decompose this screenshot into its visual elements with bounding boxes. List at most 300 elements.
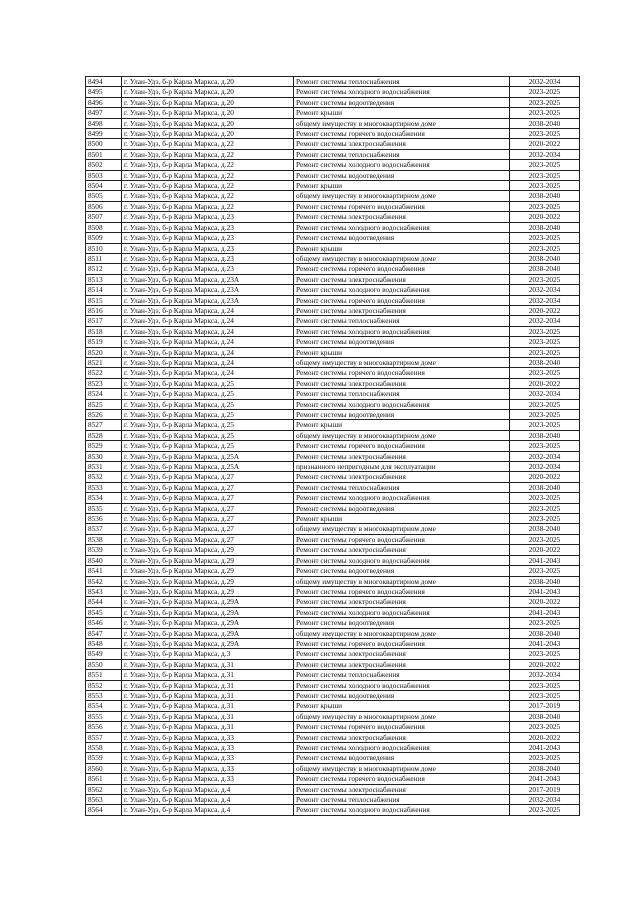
- row-number-cell: 8530: [86, 451, 122, 461]
- work-type-cell: общему имуществу в многоквартирном доме: [294, 253, 510, 263]
- work-type-cell: Ремонт системы водоотведения: [294, 566, 510, 576]
- address-cell: г. Улан-Удэ, б-р Карла Маркса, д.24: [122, 305, 294, 315]
- work-type-cell: Ремонт системы горячего водоснабжения: [294, 774, 510, 784]
- work-type-cell: общему имуществу в многоквартирном доме: [294, 576, 510, 586]
- work-type-cell: Ремонт системы водоотведения: [294, 618, 510, 628]
- address-cell: г. Улан-Удэ, б-р Карла Маркса, д.33: [122, 732, 294, 742]
- table-row: [86, 753, 580, 763]
- work-type-cell: Ремонт системы водоотведения: [294, 233, 510, 243]
- period-cell: 2020-2022: [510, 659, 580, 669]
- table-row: [86, 108, 580, 118]
- work-type-cell: Ремонт системы электроснабжения: [294, 305, 510, 315]
- work-type-cell: Ремонт системы электроснабжения: [294, 649, 510, 659]
- table-row: [86, 534, 580, 544]
- table-row: [86, 514, 580, 524]
- period-cell: 2023-2025: [510, 160, 580, 170]
- table-row: [86, 722, 580, 732]
- row-number-cell: 8546: [86, 618, 122, 628]
- address-cell: г. Улан-Удэ, б-р Карла Маркса, д.29А: [122, 628, 294, 638]
- address-cell: г. Улан-Удэ, б-р Карла Маркса, д.33: [122, 763, 294, 773]
- work-type-cell: общему имуществу в многоквартирном доме: [294, 711, 510, 721]
- period-cell: 2023-2025: [510, 170, 580, 180]
- period-cell: 2023-2025: [510, 503, 580, 513]
- table-row: [86, 295, 580, 305]
- period-cell: 2023-2025: [510, 326, 580, 336]
- table-row: [86, 503, 580, 513]
- row-number-cell: 8524: [86, 389, 122, 399]
- row-number-cell: 8529: [86, 441, 122, 451]
- work-type-cell: Ремонт крыши: [294, 420, 510, 430]
- row-number-cell: 8525: [86, 399, 122, 409]
- table-row: [86, 149, 580, 159]
- period-cell: 2020-2022: [510, 472, 580, 482]
- table-row: [86, 222, 580, 232]
- period-cell: 2038-2040: [510, 264, 580, 274]
- address-cell: г. Улан-Удэ, б-р Карла Маркса, д.24: [122, 316, 294, 326]
- table-row: [86, 795, 580, 805]
- period-cell: 2023-2025: [510, 368, 580, 378]
- address-cell: г. Улан-Удэ, б-р Карла Маркса, д.20: [122, 87, 294, 97]
- work-type-cell: Ремонт крыши: [294, 347, 510, 357]
- period-cell: 2020-2022: [510, 378, 580, 388]
- row-number-cell: 8544: [86, 597, 122, 607]
- address-cell: г. Улан-Удэ, б-р Карла Маркса, д.33: [122, 743, 294, 753]
- address-cell: г. Улан-Удэ, б-р Карла Маркса, д.31: [122, 711, 294, 721]
- row-number-cell: 8557: [86, 732, 122, 742]
- row-number-cell: 8542: [86, 576, 122, 586]
- work-type-cell: Ремонт системы холодного водоснабжения: [294, 805, 510, 815]
- table-row: [86, 763, 580, 773]
- period-cell: 2023-2025: [510, 690, 580, 700]
- period-cell: 2032-2034: [510, 295, 580, 305]
- period-cell: 2023-2025: [510, 514, 580, 524]
- address-cell: г. Улан-Удэ, б-р Карла Маркса, д.29: [122, 586, 294, 596]
- period-cell: 2041-2043: [510, 607, 580, 617]
- row-number-cell: 8510: [86, 243, 122, 253]
- period-cell: 2023-2025: [510, 129, 580, 139]
- address-cell: г. Улан-Удэ, б-р Карла Маркса, д.24: [122, 326, 294, 336]
- work-type-cell: общему имуществу в многоквартирном доме: [294, 524, 510, 534]
- work-type-cell: Ремонт системы водоотведения: [294, 97, 510, 107]
- table-row: [86, 670, 580, 680]
- address-cell: г. Улан-Удэ, б-р Карла Маркса, д.33: [122, 774, 294, 784]
- row-number-cell: 8543: [86, 586, 122, 596]
- period-cell: 2020-2022: [510, 139, 580, 149]
- table-row: [86, 201, 580, 211]
- table-row: [86, 181, 580, 191]
- row-number-cell: 8519: [86, 337, 122, 347]
- work-type-cell: Ремонт системы электроснабжения: [294, 784, 510, 794]
- table-row: [86, 493, 580, 503]
- row-number-cell: 8508: [86, 222, 122, 232]
- address-cell: г. Улан-Удэ, б-р Карла Маркса, д.22: [122, 149, 294, 159]
- table-row: [86, 566, 580, 576]
- work-type-cell: Ремонт системы электроснабжения: [294, 378, 510, 388]
- address-cell: г. Улан-Удэ, б-р Карла Маркса, д.29А: [122, 618, 294, 628]
- address-cell: г. Улан-Удэ, б-р Карла Маркса, д.27: [122, 514, 294, 524]
- table-row: [86, 597, 580, 607]
- row-number-cell: 8497: [86, 108, 122, 118]
- row-number-cell: 8564: [86, 805, 122, 815]
- address-cell: г. Улан-Удэ, б-р Карла Маркса, д.4: [122, 784, 294, 794]
- row-number-cell: 8512: [86, 264, 122, 274]
- table-row: [86, 732, 580, 742]
- table-row: [86, 524, 580, 534]
- work-type-cell: Ремонт системы водоотведения: [294, 410, 510, 420]
- period-cell: 2023-2025: [510, 97, 580, 107]
- document-page: [85, 76, 580, 816]
- table-row: [86, 326, 580, 336]
- table-row: [86, 586, 580, 596]
- address-cell: г. Улан-Удэ, б-р Карла Маркса, д.24: [122, 337, 294, 347]
- table-row: [86, 243, 580, 253]
- row-number-cell: 8506: [86, 201, 122, 211]
- period-cell: 2023-2025: [510, 410, 580, 420]
- work-type-cell: Ремонт системы электроснабжения: [294, 139, 510, 149]
- period-cell: 2038-2040: [510, 524, 580, 534]
- work-type-cell: Ремонт системы холодного водоснабжения: [294, 555, 510, 565]
- work-type-cell: Ремонт системы электроснабжения: [294, 732, 510, 742]
- period-cell: 2017-2019: [510, 701, 580, 711]
- period-cell: 2032-2034: [510, 670, 580, 680]
- row-number-cell: 8548: [86, 638, 122, 648]
- row-number-cell: 8521: [86, 357, 122, 367]
- address-cell: г. Улан-Удэ, б-р Карла Маркса, д.31: [122, 680, 294, 690]
- period-cell: 2032-2034: [510, 462, 580, 472]
- table-row: [86, 638, 580, 648]
- period-cell: 2032-2034: [510, 77, 580, 87]
- work-type-cell: Ремонт системы электроснабжения: [294, 274, 510, 284]
- address-cell: г. Улан-Удэ, б-р Карла Маркса, д.25: [122, 441, 294, 451]
- work-type-cell: Ремонт системы электроснабжения: [294, 472, 510, 482]
- period-cell: 2038-2040: [510, 482, 580, 492]
- work-type-cell: Ремонт системы холодного водоснабжения: [294, 743, 510, 753]
- row-number-cell: 8537: [86, 524, 122, 534]
- period-cell: 2041-2043: [510, 743, 580, 753]
- table-row: [86, 576, 580, 586]
- table-row: [86, 628, 580, 638]
- work-type-cell: общему имуществу в многоквартирном доме: [294, 191, 510, 201]
- table-row: [86, 784, 580, 794]
- row-number-cell: 8538: [86, 534, 122, 544]
- period-cell: 2041-2043: [510, 555, 580, 565]
- address-cell: г. Улан-Удэ, б-р Карла Маркса, д.23: [122, 212, 294, 222]
- table-row: [86, 77, 580, 87]
- address-cell: г. Улан-Удэ, б-р Карла Маркса, д.31: [122, 659, 294, 669]
- table-row: [86, 118, 580, 128]
- period-cell: 2023-2025: [510, 108, 580, 118]
- period-cell: 2038-2040: [510, 763, 580, 773]
- row-number-cell: 8560: [86, 763, 122, 773]
- row-number-cell: 8511: [86, 253, 122, 263]
- table-body: [86, 77, 580, 816]
- table-row: [86, 285, 580, 295]
- table-row: [86, 430, 580, 440]
- address-cell: г. Улан-Удэ, б-р Карла Маркса, д.29А: [122, 597, 294, 607]
- table-row: [86, 87, 580, 97]
- row-number-cell: 8494: [86, 77, 122, 87]
- address-cell: г. Улан-Удэ, б-р Карла Маркса, д.24: [122, 368, 294, 378]
- work-type-cell: Ремонт системы горячего водоснабжения: [294, 201, 510, 211]
- table-row: [86, 545, 580, 555]
- period-cell: 2023-2025: [510, 233, 580, 243]
- period-cell: 2020-2022: [510, 732, 580, 742]
- period-cell: 2038-2040: [510, 253, 580, 263]
- address-cell: г. Улан-Удэ, б-р Карла Маркса, д.23А: [122, 285, 294, 295]
- period-cell: 2023-2025: [510, 399, 580, 409]
- table-row: [86, 191, 580, 201]
- work-type-cell: Ремонт системы холодного водоснабжения: [294, 326, 510, 336]
- work-type-cell: Ремонт системы водоотведения: [294, 170, 510, 180]
- period-cell: 2023-2025: [510, 441, 580, 451]
- table-row: [86, 357, 580, 367]
- work-type-cell: признанного непригодным для эксплуатации: [294, 462, 510, 472]
- work-type-cell: Ремонт системы электроснабжения: [294, 545, 510, 555]
- row-number-cell: 8518: [86, 326, 122, 336]
- period-cell: 2020-2022: [510, 305, 580, 315]
- work-type-cell: Ремонт системы водоотведения: [294, 337, 510, 347]
- table-row: [86, 264, 580, 274]
- period-cell: 2038-2040: [510, 118, 580, 128]
- row-number-cell: 8498: [86, 118, 122, 128]
- period-cell: 2023-2025: [510, 753, 580, 763]
- work-type-cell: Ремонт системы теплоснабжения: [294, 670, 510, 680]
- period-cell: 2020-2022: [510, 545, 580, 555]
- period-cell: 2032-2034: [510, 149, 580, 159]
- table-row: [86, 451, 580, 461]
- address-cell: г. Улан-Удэ, б-р Карла Маркса, д.20: [122, 129, 294, 139]
- address-cell: г. Улан-Удэ, б-р Карла Маркса, д.25: [122, 430, 294, 440]
- row-number-cell: 8540: [86, 555, 122, 565]
- address-cell: г. Улан-Удэ, б-р Карла Маркса, д.23: [122, 233, 294, 243]
- period-cell: 2023-2025: [510, 618, 580, 628]
- row-number-cell: 8532: [86, 472, 122, 482]
- work-type-cell: общему имуществу в многоквартирном доме: [294, 357, 510, 367]
- row-number-cell: 8558: [86, 743, 122, 753]
- address-cell: г. Улан-Удэ, б-р Карла Маркса, д.25: [122, 378, 294, 388]
- address-cell: г. Улан-Удэ, б-р Карла Маркса, д.27: [122, 503, 294, 513]
- work-type-cell: общему имуществу в многоквартирном доме: [294, 118, 510, 128]
- period-cell: 2017-2019: [510, 784, 580, 794]
- table-row: [86, 129, 580, 139]
- row-number-cell: 8526: [86, 410, 122, 420]
- address-cell: г. Улан-Удэ, б-р Карла Маркса, д.27: [122, 524, 294, 534]
- address-cell: г. Улан-Удэ, б-р Карла Маркса, д.27: [122, 482, 294, 492]
- table-row: [86, 253, 580, 263]
- work-type-cell: Ремонт крыши: [294, 108, 510, 118]
- work-type-cell: Ремонт системы теплоснабжения: [294, 149, 510, 159]
- work-type-cell: Ремонт системы теплоснабжения: [294, 795, 510, 805]
- address-cell: г. Улан-Удэ, б-р Карла Маркса, д.22: [122, 201, 294, 211]
- period-cell: 2032-2034: [510, 451, 580, 461]
- work-type-cell: Ремонт крыши: [294, 181, 510, 191]
- period-cell: 2023-2025: [510, 420, 580, 430]
- address-cell: г. Улан-Удэ, б-р Карла Маркса, д.24: [122, 357, 294, 367]
- address-cell: г. Улан-Удэ, б-р Карла Маркса, д.29: [122, 555, 294, 565]
- address-cell: г. Улан-Удэ, б-р Карла Маркса, д.22: [122, 139, 294, 149]
- row-number-cell: 8516: [86, 305, 122, 315]
- row-number-cell: 8547: [86, 628, 122, 638]
- work-type-cell: Ремонт системы водоотведения: [294, 690, 510, 700]
- row-number-cell: 8562: [86, 784, 122, 794]
- address-cell: г. Улан-Удэ, б-р Карла Маркса, д.29: [122, 566, 294, 576]
- work-type-cell: Ремонт системы электроснабжения: [294, 659, 510, 669]
- table-row: [86, 774, 580, 784]
- row-number-cell: 8545: [86, 607, 122, 617]
- row-number-cell: 8563: [86, 795, 122, 805]
- period-cell: 2023-2025: [510, 534, 580, 544]
- row-number-cell: 8499: [86, 129, 122, 139]
- work-type-cell: Ремонт крыши: [294, 514, 510, 524]
- address-cell: г. Улан-Удэ, б-р Карла Маркса, д.22: [122, 181, 294, 191]
- period-cell: 2023-2025: [510, 87, 580, 97]
- address-cell: г. Улан-Удэ, б-р Карла Маркса, д.4: [122, 795, 294, 805]
- table-row: [86, 555, 580, 565]
- row-number-cell: 8534: [86, 493, 122, 503]
- address-cell: г. Улан-Удэ, б-р Карла Маркса, д.25: [122, 420, 294, 430]
- period-cell: 2023-2025: [510, 649, 580, 659]
- table-row: [86, 472, 580, 482]
- address-cell: г. Улан-Удэ, б-р Карла Маркса, д.23: [122, 264, 294, 274]
- row-number-cell: 8500: [86, 139, 122, 149]
- period-cell: 2038-2040: [510, 191, 580, 201]
- table-row: [86, 233, 580, 243]
- table-row: [86, 701, 580, 711]
- table-row: [86, 274, 580, 284]
- row-number-cell: 8495: [86, 87, 122, 97]
- table-row: [86, 618, 580, 628]
- address-cell: г. Улан-Удэ, б-р Карла Маркса, д.31: [122, 690, 294, 700]
- period-cell: 2020-2022: [510, 597, 580, 607]
- row-number-cell: 8551: [86, 670, 122, 680]
- table-row: [86, 690, 580, 700]
- address-cell: г. Улан-Удэ, б-р Карла Маркса, д.29: [122, 576, 294, 586]
- address-cell: г. Улан-Удэ, б-р Карла Маркса, д.25А: [122, 462, 294, 472]
- row-number-cell: 8536: [86, 514, 122, 524]
- address-cell: г. Улан-Удэ, б-р Карла Маркса, д.29А: [122, 607, 294, 617]
- table-row: [86, 680, 580, 690]
- period-cell: 2038-2040: [510, 711, 580, 721]
- period-cell: 2032-2034: [510, 795, 580, 805]
- work-type-cell: Ремонт системы холодного водоснабжения: [294, 285, 510, 295]
- period-cell: 2023-2025: [510, 722, 580, 732]
- period-cell: 2038-2040: [510, 576, 580, 586]
- row-number-cell: 8553: [86, 690, 122, 700]
- address-cell: г. Улан-Удэ, б-р Карла Маркса, д.23: [122, 253, 294, 263]
- table-row: [86, 399, 580, 409]
- address-cell: г. Улан-Удэ, б-р Карла Маркса, д.25: [122, 410, 294, 420]
- work-type-cell: Ремонт системы холодного водоснабжения: [294, 399, 510, 409]
- address-cell: г. Улан-Удэ, б-р Карла Маркса, д.25: [122, 399, 294, 409]
- table-row: [86, 420, 580, 430]
- work-type-cell: Ремонт системы водоотведения: [294, 503, 510, 513]
- row-number-cell: 8517: [86, 316, 122, 326]
- row-number-cell: 8535: [86, 503, 122, 513]
- address-cell: г. Улан-Удэ, б-р Карла Маркса, д.23А: [122, 295, 294, 305]
- period-cell: 2023-2025: [510, 201, 580, 211]
- address-cell: г. Улан-Удэ, б-р Карла Маркса, д.20: [122, 77, 294, 87]
- row-number-cell: 8539: [86, 545, 122, 555]
- row-number-cell: 8531: [86, 462, 122, 472]
- row-number-cell: 8514: [86, 285, 122, 295]
- period-cell: 2038-2040: [510, 430, 580, 440]
- address-cell: г. Улан-Удэ, б-р Карла Маркса, д.33: [122, 753, 294, 763]
- address-cell: г. Улан-Удэ, б-р Карла Маркса, д.20: [122, 108, 294, 118]
- work-type-cell: Ремонт системы теплоснабжения: [294, 482, 510, 492]
- work-type-cell: Ремонт системы холодного водоснабжения: [294, 222, 510, 232]
- work-type-cell: Ремонт системы горячего водоснабжения: [294, 129, 510, 139]
- table-row: [86, 441, 580, 451]
- work-type-cell: Ремонт системы водоотведения: [294, 753, 510, 763]
- address-cell: г. Улан-Удэ, б-р Карла Маркса, д.4: [122, 805, 294, 815]
- address-cell: г. Улан-Удэ, б-р Карла Маркса, д.25: [122, 389, 294, 399]
- row-number-cell: 8528: [86, 430, 122, 440]
- row-number-cell: 8507: [86, 212, 122, 222]
- address-cell: г. Улан-Удэ, б-р Карла Маркса, д.27: [122, 534, 294, 544]
- work-type-cell: Ремонт системы горячего водоснабжения: [294, 722, 510, 732]
- work-type-cell: Ремонт системы холодного водоснабжения: [294, 160, 510, 170]
- address-cell: г. Улан-Удэ, б-р Карла Маркса, д.25А: [122, 451, 294, 461]
- table-row: [86, 316, 580, 326]
- work-type-cell: Ремонт системы горячего водоснабжения: [294, 264, 510, 274]
- period-cell: 2023-2025: [510, 347, 580, 357]
- row-number-cell: 8520: [86, 347, 122, 357]
- work-type-cell: Ремонт системы электроснабжения: [294, 451, 510, 461]
- table-row: [86, 711, 580, 721]
- period-cell: 2032-2034: [510, 285, 580, 295]
- address-cell: г. Улан-Удэ, б-р Карла Маркса, д.22: [122, 170, 294, 180]
- address-cell: г. Улан-Удэ, б-р Карла Маркса, д.23: [122, 222, 294, 232]
- period-cell: 2041-2043: [510, 774, 580, 784]
- address-cell: г. Улан-Удэ, б-р Карла Маркса, д.29А: [122, 638, 294, 648]
- work-type-cell: Ремонт системы теплоснабжения: [294, 316, 510, 326]
- table-row: [86, 482, 580, 492]
- row-number-cell: 8522: [86, 368, 122, 378]
- period-cell: 2041-2043: [510, 586, 580, 596]
- row-number-cell: 8496: [86, 97, 122, 107]
- period-cell: 2038-2040: [510, 628, 580, 638]
- row-number-cell: 8527: [86, 420, 122, 430]
- period-cell: 2023-2025: [510, 566, 580, 576]
- period-cell: 2023-2025: [510, 680, 580, 690]
- row-number-cell: 8501: [86, 149, 122, 159]
- table-row: [86, 607, 580, 617]
- table-row: [86, 139, 580, 149]
- row-number-cell: 8533: [86, 482, 122, 492]
- work-type-cell: Ремонт системы теплоснабжения: [294, 77, 510, 87]
- table-row: [86, 337, 580, 347]
- work-type-cell: Ремонт системы холодного водоснабжения: [294, 493, 510, 503]
- row-number-cell: 8505: [86, 191, 122, 201]
- period-cell: 2020-2022: [510, 212, 580, 222]
- table-row: [86, 649, 580, 659]
- table-row: [86, 97, 580, 107]
- work-type-cell: Ремонт крыши: [294, 243, 510, 253]
- period-cell: 2038-2040: [510, 357, 580, 367]
- row-number-cell: 8552: [86, 680, 122, 690]
- row-number-cell: 8513: [86, 274, 122, 284]
- work-type-cell: общему имуществу в многоквартирном доме: [294, 430, 510, 440]
- address-cell: г. Улан-Удэ, б-р Карла Маркса, д.31: [122, 670, 294, 680]
- period-cell: 2032-2034: [510, 389, 580, 399]
- table-row: [86, 160, 580, 170]
- period-cell: 2041-2043: [510, 638, 580, 648]
- work-type-cell: Ремонт системы электроснабжения: [294, 597, 510, 607]
- table-row: [86, 347, 580, 357]
- table-row: [86, 378, 580, 388]
- row-number-cell: 8503: [86, 170, 122, 180]
- row-number-cell: 8561: [86, 774, 122, 784]
